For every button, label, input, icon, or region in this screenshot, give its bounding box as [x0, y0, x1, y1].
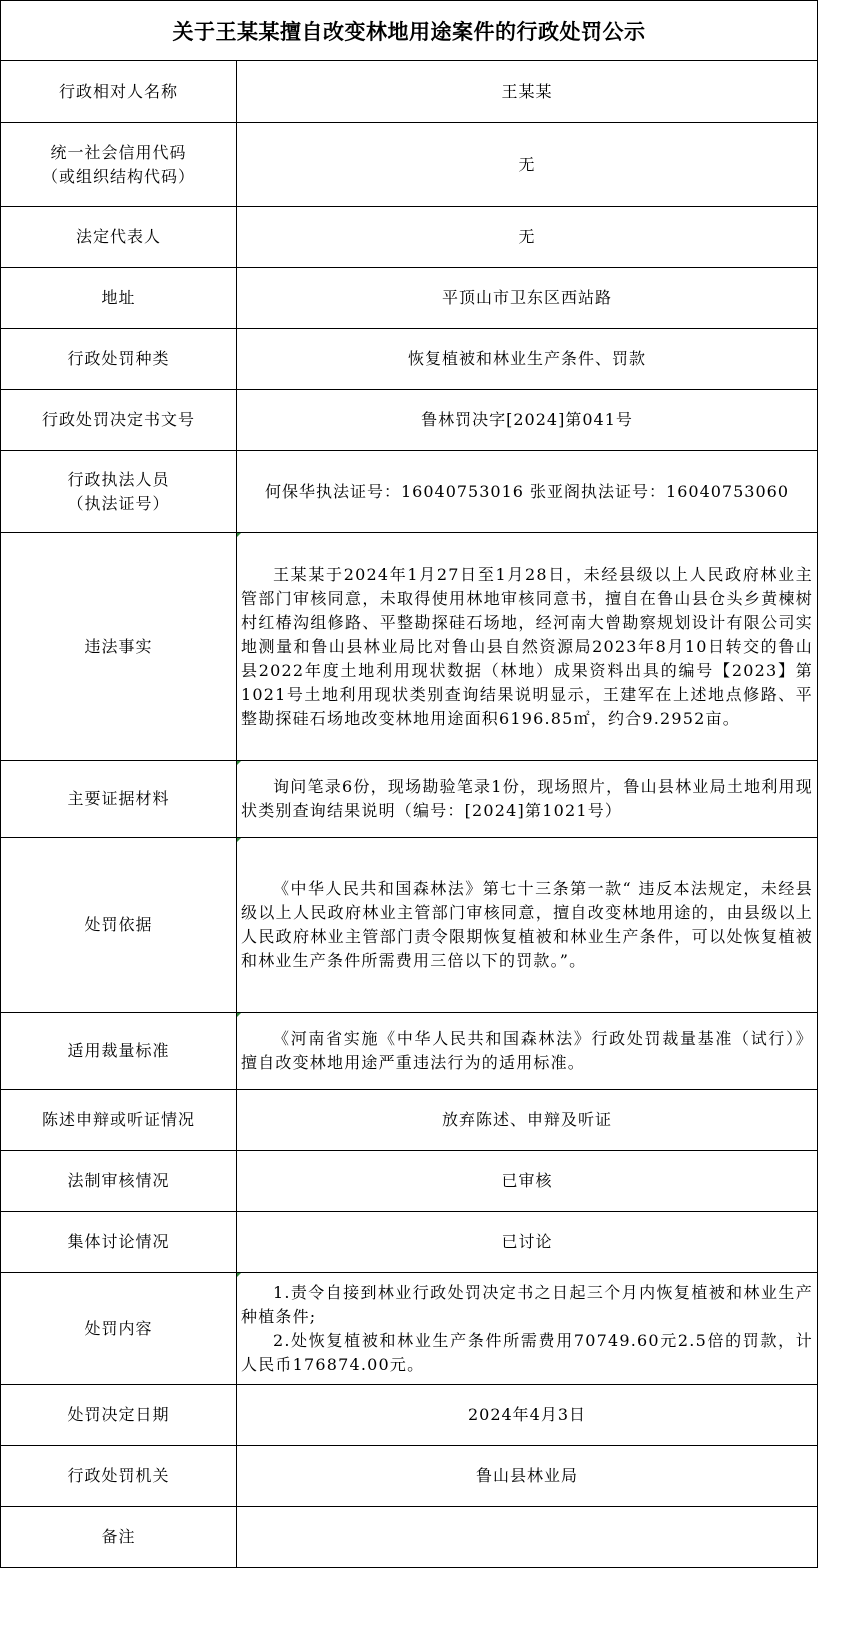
table-row — [1, 1151, 818, 1212]
row-label: 主要证据材料 — [1, 761, 237, 838]
penalty-info-table — [0, 60, 818, 1568]
cell-comment-marker — [237, 533, 241, 537]
table-row — [1, 838, 818, 1013]
table-row — [1, 1090, 818, 1151]
row-value: 已讨论 — [237, 1212, 818, 1273]
row-value: 鲁林罚决字[2024]第041号 — [237, 390, 818, 451]
row-label: 陈述申辩或听证情况 — [1, 1090, 237, 1151]
table-row — [1, 1446, 818, 1507]
row-value: 《河南省实施《中华人民共和国森林法》行政处罚裁量基准（试行）》擅自改变林地用途严重违法行为的适用标准。 — [241, 1029, 813, 1072]
cell-comment-marker — [237, 761, 241, 765]
table-row — [1, 1013, 818, 1090]
row-label: 行政处罚机关 — [1, 1446, 237, 1507]
row-value: 平顶山市卫东区西站路 — [237, 268, 818, 329]
discretion-standard-cell — [237, 1013, 818, 1090]
row-value: 王某某 — [237, 61, 818, 123]
table-row — [1, 123, 818, 207]
table-row — [1, 61, 818, 123]
table-row — [1, 268, 818, 329]
row-label: 行政相对人名称 — [1, 61, 237, 123]
penalty-content-line-2: 2.处恢复植被和林业生产条件所需费用70749.60元2.5倍的罚款，计人民币176874.00元。 — [241, 1330, 813, 1374]
table-row — [1, 1212, 818, 1273]
row-label: 处罚决定日期 — [1, 1385, 237, 1446]
row-label: 行政处罚种类 — [1, 329, 237, 390]
row-label: 适用裁量标准 — [1, 1013, 237, 1090]
row-label: 法定代表人 — [1, 207, 237, 268]
row-value: 无 — [237, 207, 818, 268]
row-value: 已审核 — [237, 1151, 818, 1212]
row-label: 处罚依据 — [1, 838, 237, 1013]
row-value: 放弃陈述、申辩及听证 — [237, 1090, 818, 1151]
table-row — [1, 761, 818, 838]
row-value: 鲁山县林业局 — [237, 1446, 818, 1507]
row-value: 王某某于2024年1月27日至1月28日，未经县级以上人民政府林业主管部门审核同意，未取得使用林地审核同意书，擅自在鲁山县仓头乡黄楝树村红椿沟组修路、平整勘探硅石场地，经河南大曾勘察规划设计有限公司实地测量和鲁山县林业局比对鲁山县自然资源局2023年8月10日转交的鲁山县2022年度土地利用现状数据（林地）成果资料出具的编号【2023】第1021号土地利用现状类别查询结果说明显示，王建军在上述地点修路、平整勘探硅石场地改变林地用途面积6196.85㎡，约合9.2952亩。 — [241, 564, 813, 728]
table-row — [1, 1273, 818, 1385]
row-value: 无 — [237, 123, 818, 207]
cell-comment-marker — [237, 1273, 241, 1277]
row-label: 违法事实 — [1, 533, 237, 761]
row-label: 行政执法人员 （执法证号） — [1, 451, 237, 533]
penalty-content-cell — [237, 1273, 818, 1385]
evidence-cell — [237, 761, 818, 838]
row-label: 法制审核情况 — [1, 1151, 237, 1212]
row-value: 2024年4月3日 — [237, 1385, 818, 1446]
row-label: 地址 — [1, 268, 237, 329]
row-label: 集体讨论情况 — [1, 1212, 237, 1273]
row-label: 备注 — [1, 1507, 237, 1568]
row-value: 《中华人民共和国森林法》第七十三条第一款“ 违反本法规定，未经县级以上人民政府林业主管部门审核同意，擅自改变林地用途的，由县级以上人民政府林业主管部门责令限期恢复植被和林业生产条件，可以处恢复植被和林业生产条件所需费用三倍以下的罚款。”。 — [241, 879, 813, 970]
penalty-basis-cell — [237, 838, 818, 1013]
table-row — [1, 1507, 818, 1568]
table-row — [1, 533, 818, 761]
violation-facts-cell — [237, 533, 818, 761]
row-value: 恢复植被和林业生产条件、罚款 — [237, 329, 818, 390]
row-label: 行政处罚决定书文号 — [1, 390, 237, 451]
row-value: 何保华执法证号：16040753016 张亚阁执法证号：16040753060 — [237, 451, 818, 533]
row-value: 询问笔录6份，现场勘验笔录1份，现场照片，鲁山县林业局土地利用现状类别查询结果说明（编号：[2024]第1021号） — [241, 777, 813, 820]
table-row — [1, 390, 818, 451]
row-label: 处罚内容 — [1, 1273, 237, 1385]
row-label: 统一社会信用代码 （或组织结构代码） — [1, 123, 237, 207]
table-row — [1, 329, 818, 390]
cell-comment-marker — [237, 838, 241, 842]
table-row — [1, 1385, 818, 1446]
cell-comment-marker — [237, 1013, 241, 1017]
page-title: 关于王某某擅自改变林地用途案件的行政处罚公示 — [0, 0, 818, 60]
table-row — [1, 207, 818, 268]
row-value — [237, 1507, 818, 1568]
table-row — [1, 451, 818, 533]
penalty-content-line-1: 1.责令自接到林业行政处罚决定书之日起三个月内恢复植被和林业生产种植条件; — [241, 1282, 813, 1326]
